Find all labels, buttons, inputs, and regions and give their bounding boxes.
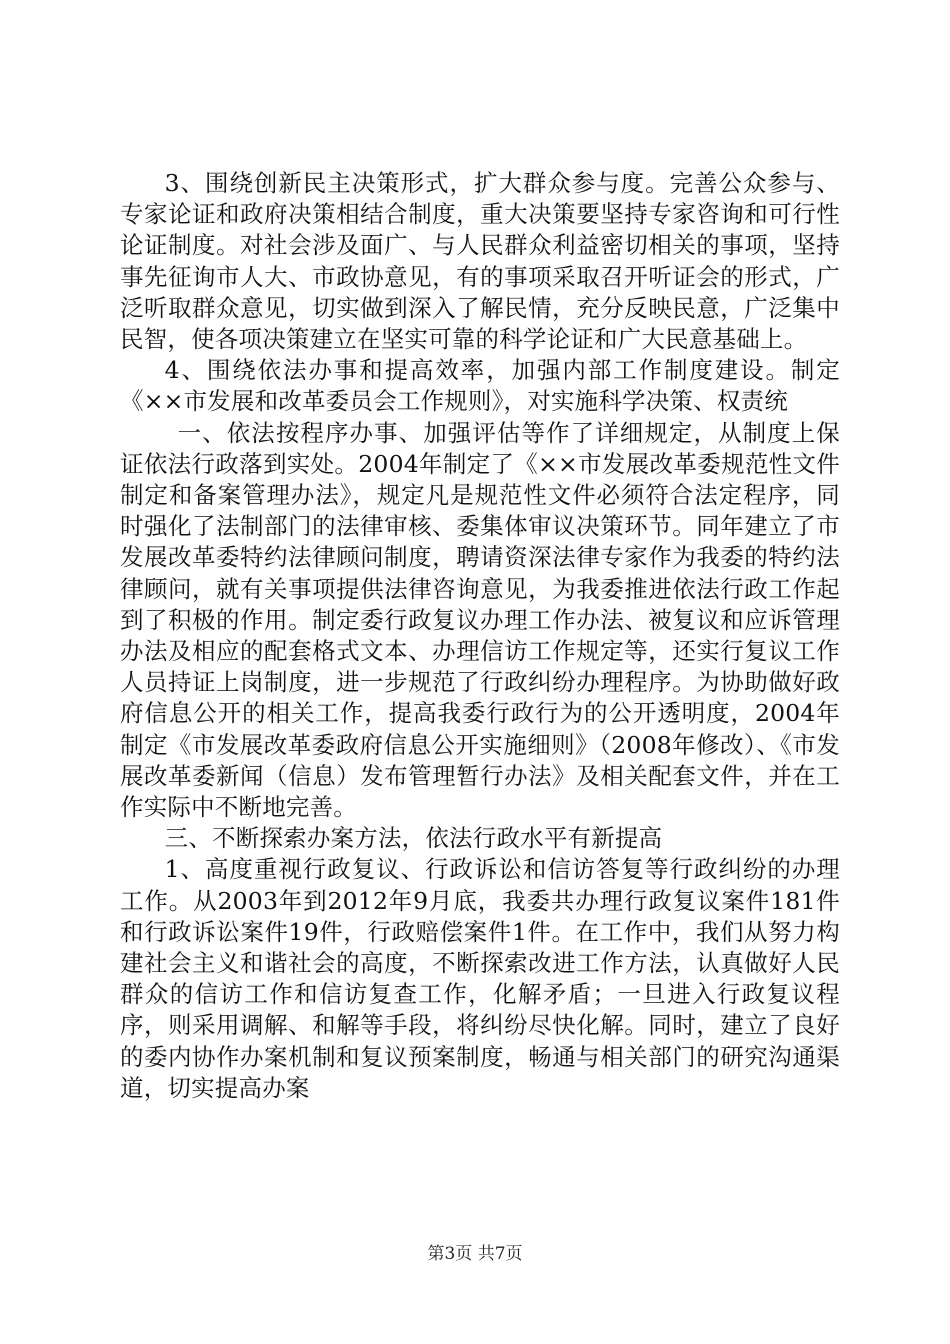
document-body <box>120 168 840 1104</box>
section-heading-three: 三、不断探索办案方法，依法行政水平有新提高 <box>164 824 663 853</box>
paragraph-review-cases: 1、高度重视行政复议、行政诉讼和信访答复等行政纠纷的办理工作。从2003年到2012年9月底，我委共办理行政复议案件181件和行政诉讼案件19件，行政赔偿案件1件。在工作中，我们从努力构建社会主义和谐社会的高度，不断探索改进工作方法，认真做好人民群众的信访工作和信访复查工作，化解矛盾；一旦进入行政复议程序，则采用调解、和解等手段，将纠纷尽快化解。同时，建立了良好的委内协作办案机制和复议预案制度，畅通与相关部门的研究沟通渠道，切实提高办案 <box>120 855 840 1102</box>
page-footer: 第3页 共7页 <box>427 1244 523 1264</box>
paragraph-procedures: 一、依法按程序办事、加强评估等作了详细规定，从制度上保证依法行政落到实处。2004年制定了《××市发展改革委规范性文件制定和备案管理办法》，规定凡是规范性文件必须符合法定程序，同时强化了法制部门的法律审核、委集体审议决策环节。同年建立了市发展改革委特约法律顾问制度，聘请资深法律专家作为我委的特约法律顾问，就有关事项提供法律咨询意见，为我委推进依法行政工作起到了积极的作用。制定委行政复议办理工作办法、被复议和应诉管理办法及相应的配套格式文本、办理信访工作规定等，还实行复议工作人员持证上岗制度，进一步规范了行政纠纷办理程序。为协助做好政府信息公开的相关工作，提高我委行政行为的公开透明度，2004年制定《市发展改革委政府信息公开实施细则》（2008年修改）、《市发展改革委新闻（信息）发布管理暂行办法》及相关配套文件，并在工作实际中不断地完善。 <box>120 418 840 822</box>
paragraph-decision-form: 3、围绕创新民主决策形式，扩大群众参与度。完善公众参与、专家论证和政府决策相结合制度，重大决策要坚持专家咨询和可行性论证制度。对社会涉及面广、与人民群众利益密切相关的事项，坚持事先征询市人大、市政协意见，有的事项采取召开听证会的形式，广泛听取群众意见，切实做到深入了解民情，充分反映民意，广泛集中民智，使各项决策建立在坚实可靠的科学论证和广大民意基础上。 <box>120 169 840 354</box>
paragraph-internal-rules: 4、围绕依法办事和提高效率，加强内部工作制度建设。制定《××市发展和改革委员会工作规则》，对实施科学决策、权责统 <box>120 356 840 416</box>
